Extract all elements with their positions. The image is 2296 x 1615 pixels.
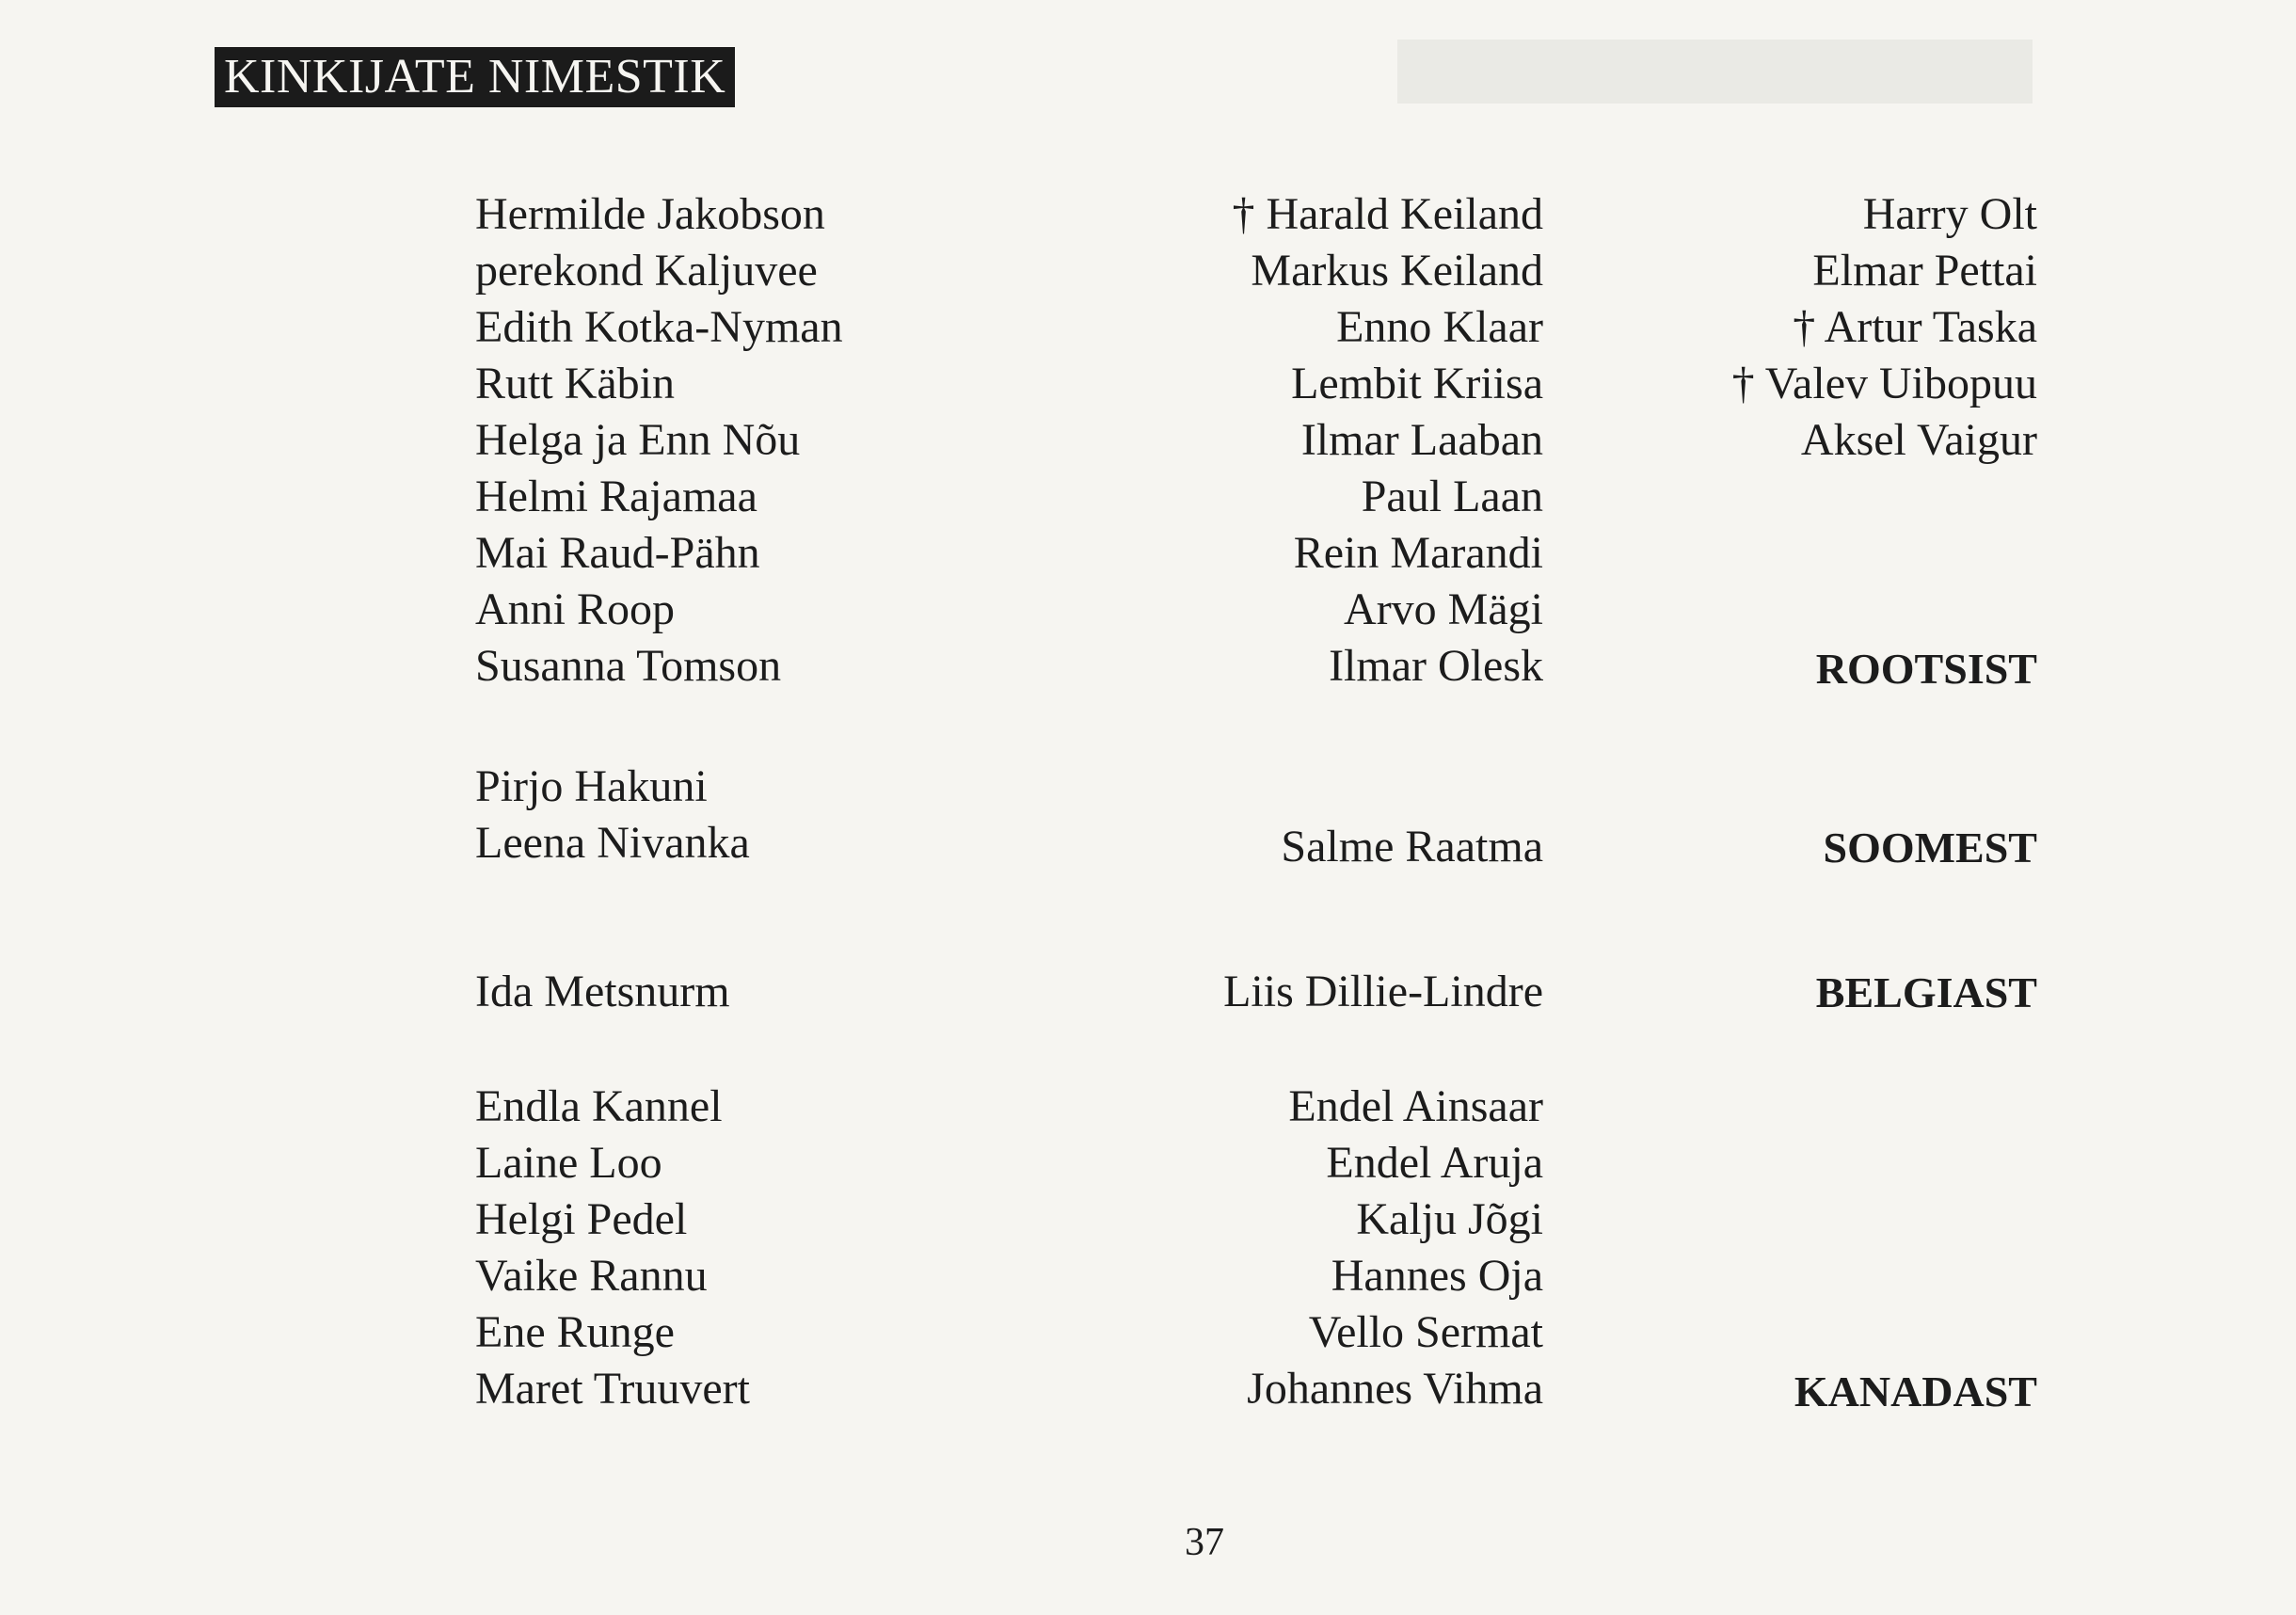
donor-name: Ida Metsnurm (475, 967, 730, 1016)
donor-list-right-1 (1035, 186, 1543, 695)
donor-name: Markus Keiland (1251, 246, 1543, 296)
donor-name: Paul Laan (1361, 472, 1543, 521)
donor-name: Ilmar Olesk (1329, 641, 1543, 691)
donor-list-left-4 (475, 1079, 750, 1417)
donor-name: Laine Loo (475, 1138, 662, 1188)
donor-name: Harry Olt (1862, 189, 2037, 239)
donor-name: Hermilde Jakobson (475, 189, 825, 239)
donor-name: Helga ja Enn Nõu (475, 415, 801, 465)
donor-name: Leena Nivanka (475, 818, 750, 868)
donor-list-right-4 (1035, 1079, 1543, 1417)
donor-name: Elmar Pettai (1812, 246, 2037, 296)
donor-name: Vaike Rannu (475, 1251, 708, 1301)
donor-list-left-3 (475, 964, 730, 1020)
donor-list-far-1 (1600, 186, 2037, 469)
page-title: KINKIJATE NIMESTIK (215, 47, 735, 107)
donor-name: Endla Kannel (475, 1081, 723, 1131)
donor-name: Mai Raud-Pähn (475, 528, 760, 578)
donor-name: † Artur Taska (1793, 302, 2037, 352)
donor-name: Endel Aruja (1326, 1138, 1543, 1188)
donor-name: Aksel Vaigur (1800, 415, 2037, 465)
country-heading-soomest: SOOMEST (1823, 823, 2037, 871)
donor-list-left-2 (475, 759, 750, 871)
bleed-through-shadow (1397, 40, 2033, 104)
donor-name: Rutt Käbin (475, 359, 675, 408)
donor-name: Enno Klaar (1336, 302, 1543, 352)
donor-name: Lembit Kriisa (1291, 359, 1543, 408)
donor-name: perekond Kaljuvee (475, 246, 818, 296)
donor-list-left-1 (475, 186, 843, 695)
donor-name: Ene Runge (475, 1307, 675, 1357)
donor-name: Maret Truuvert (475, 1364, 750, 1414)
donor-name: Hannes Oja (1331, 1251, 1543, 1301)
donor-name: Liis Dillie-Lindre (1223, 967, 1543, 1016)
country-heading-belgiast: BELGIAST (1815, 968, 2037, 1016)
donor-name: † Valev Uibopuu (1731, 359, 2037, 408)
donor-name: Anni Roop (475, 584, 676, 634)
donor-name: Susanna Tomson (475, 641, 782, 691)
donor-name: Helmi Rajamaa (475, 472, 757, 521)
donor-name: Ilmar Laaban (1300, 415, 1543, 465)
donor-name: Johannes Vihma (1247, 1364, 1543, 1414)
donor-name: Pirjo Hakuni (475, 761, 708, 811)
donor-name: Edith Kotka-Nyman (475, 302, 843, 352)
donor-name: † Harald Keiland (1232, 189, 1543, 239)
page-number: 37 (1185, 1521, 1224, 1564)
donor-name: Kalju Jõgi (1356, 1194, 1543, 1244)
donor-list-right-2 (1035, 819, 1543, 875)
donor-name: Helgi Pedel (475, 1194, 688, 1244)
donor-name: Vello Sermat (1308, 1307, 1543, 1357)
donor-name: Endel Ainsaar (1288, 1081, 1543, 1131)
donor-list-right-3 (1035, 964, 1543, 1020)
donor-name: Rein Marandi (1293, 528, 1543, 578)
donor-name: Salme Raatma (1281, 822, 1543, 871)
donor-name: Arvo Mägi (1344, 584, 1543, 634)
country-heading-kanadast: KANADAST (1794, 1367, 2037, 1415)
country-heading-rootsist: ROOTSIST (1815, 645, 2037, 693)
